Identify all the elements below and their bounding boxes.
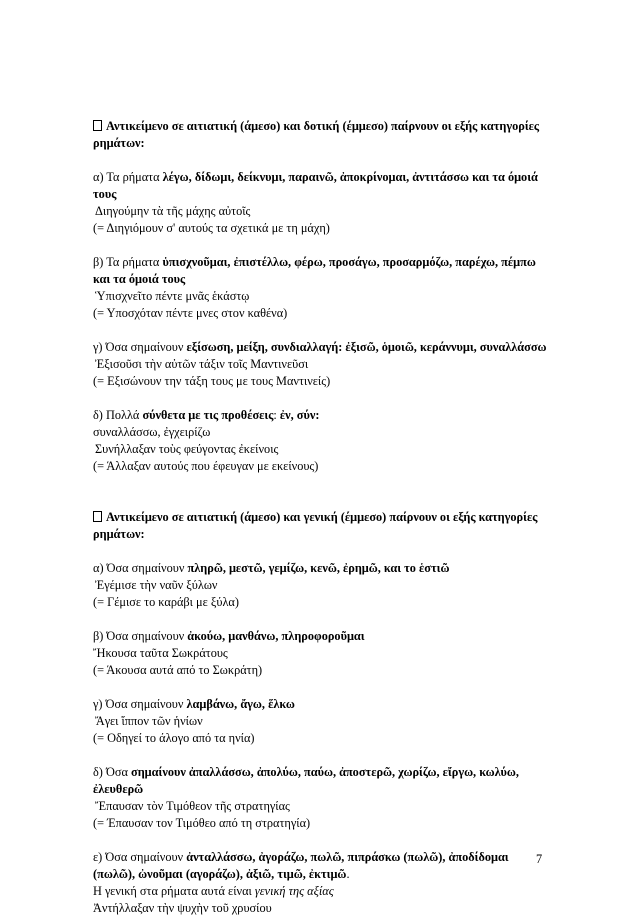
section2-item-b: β) Όσα σημαίνουν ἀκούω, μανθάνω, πληροφοροῦμαι [93, 629, 365, 643]
page-number: 7 [536, 852, 543, 866]
verb-list: συναλλάσσω, ἐγχειρίζω [93, 425, 211, 439]
section1-item-b: β) Τα ρήματα ὑπισχνοῦμαι, ἐπιστέλλω, φέρω, προσάγω, προσαρμόζω, παρέχω, πέμπω και τα όμοιά τους [93, 255, 536, 286]
example-text: Ἔπαυσαν τὸν Τιμόθεον τῆς στρατηγίας [95, 799, 290, 813]
section2-item-a: α) Όσα σημαίνουν πληρῶ, μεστῶ, γεμίζω, κενῶ, ἐρημῶ, και το ἑστιῶ [93, 561, 450, 575]
translation-text: (= Έπαυσαν τον Τιμόθεο από τη στρατηγία) [93, 816, 311, 830]
section2-item-c: γ) Όσα σημαίνουν λαμβάνω, ἄγω, ἕλκω [93, 697, 295, 711]
section2-item-d: δ) Όσα σημαίνουν ἀπαλλάσσω, ἀπολύω, παύω, ἀποστερῶ, χωρίζω, εἴργω, κωλύω, ἐλευθερῶ [93, 765, 519, 796]
section2-item-e: ε) Όσα σημαίνουν ἀνταλλάσσω, ἀγοράζω, πωλῶ, πιπράσκω (πωλῶ), ἀποδίδομαι (πωλῶ), ὠνοῦμαι (αγοράζω), ἀξιῶ, τιμῶ, ἐκτιμῶ. [93, 850, 509, 881]
example-text: Ἤκουσα ταῦτα Σωκράτους [93, 646, 228, 660]
section1-item-a: α) Τα ρήματα λέγω, δίδωμι, δείκνυμι, παραινῶ, ἀποκρίνομαι, ἀντιτάσσω και τα όμοιά τους [93, 170, 538, 201]
translation-text: (= Υποσχόταν πέντε μνες στον καθένα) [93, 306, 288, 320]
section1-heading: Αντικείμενο σε αιτιατική (άμεσο) και δοτική (έμμεσο) παίρνουν οι εξής κατηγορίες ρημάτων: [93, 119, 540, 150]
translation-text: (= Εξισώνουν την τάξη τους με τους Μαντινείς) [93, 374, 331, 388]
example-text: Ἐγέμισε τὴν ναῦν ξύλων [95, 578, 218, 592]
translation-text: (= Άκουσα αυτά από το Σωκράτη) [93, 663, 263, 677]
translation-text: (= Οδηγεί το άλογο από τα ηνία) [93, 731, 255, 745]
translation-text: (= Άλλαξαν αυτούς που έφευγαν με εκείνους) [93, 459, 319, 473]
translation-text: (= Διηγιόμουν σ' αυτούς τα σχετικά με τη μάχη) [93, 221, 330, 235]
section1-item-d: δ) Πολλά σύνθετα με τις προθέσεις: ἐν, σύν: [93, 408, 320, 422]
example-text: Συνήλλαξαν τοὺς φεύγοντας ἐκείνοις [95, 442, 279, 456]
note-text: Η γενική στα ρήματα αυτά είναι γενική της αξίας [93, 884, 334, 898]
translation-text: (= Γέμισε το καράβι με ξύλα) [93, 595, 239, 609]
example-text: Ἐξισοῦσι τὴν αὐτῶν τάξιν τοῖς Μαντινεῦσι [95, 357, 309, 371]
example-text: Ἀντήλλαξαν τὴν ψυχὴν τοῦ χρυσίου [93, 901, 272, 915]
bullet-icon [93, 511, 102, 522]
document-page [93, 118, 548, 917]
section1-item-c: γ) Όσα σημαίνουν εξίσωση, μείξη, συνδιαλλαγή: ἐξισῶ, ὁμοιῶ, κεράννυμι, συναλλάσσω [93, 340, 547, 354]
example-text: Διηγούμην τὰ τῆς μάχης αὐτοῖς [95, 204, 251, 218]
example-text: Ἄγει ἵππον τῶν ἡνίων [95, 714, 203, 728]
section2-heading: Αντικείμενο σε αιτιατική (άμεσο) και γενική (έμμεσο) παίρνουν οι εξής κατηγορίες ρημάτων: [93, 510, 538, 541]
bullet-icon [93, 120, 102, 131]
example-text: Ὑπισχνεῖτο πέντε μνᾶς ἑκάστῳ [95, 289, 250, 303]
